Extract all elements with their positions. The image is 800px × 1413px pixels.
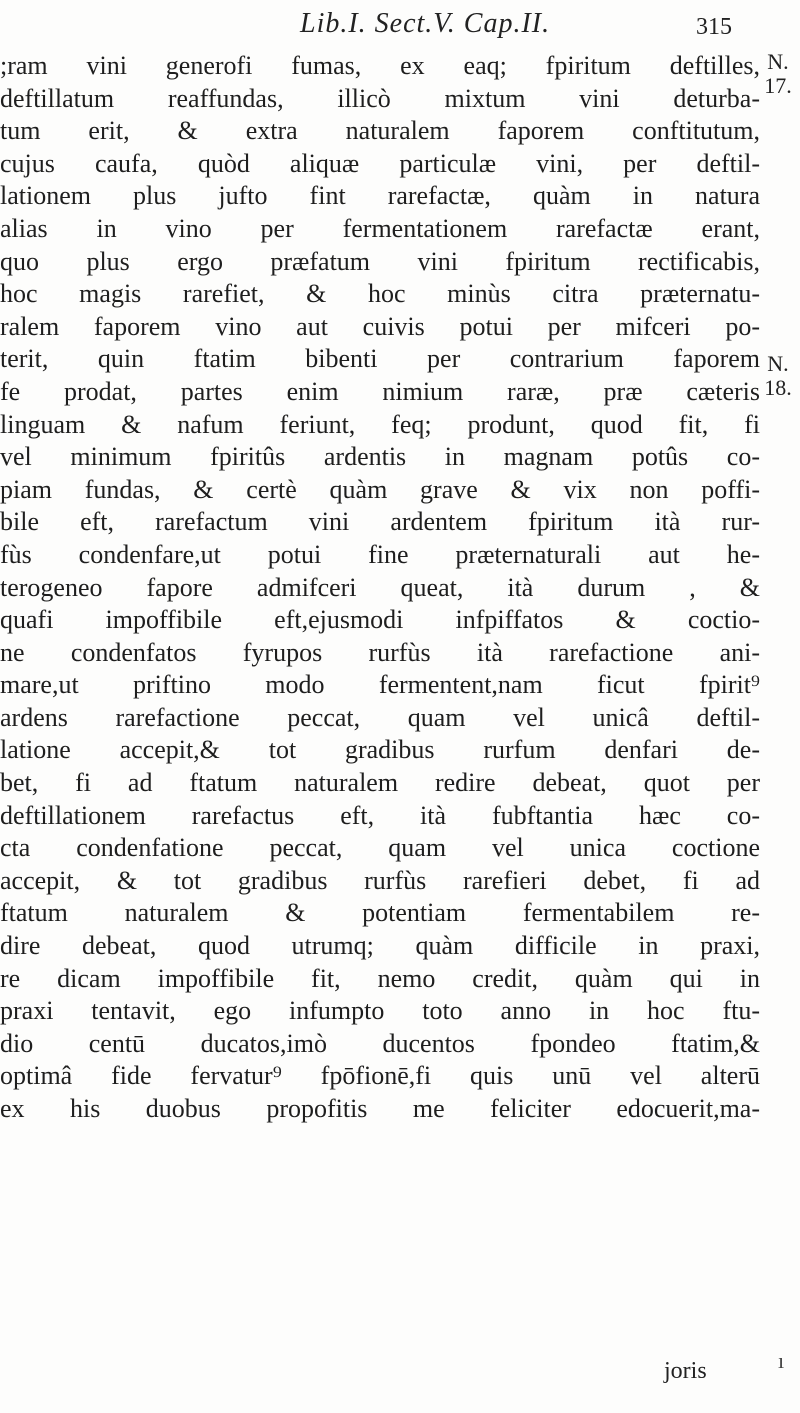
text-line: quafi impoffibile eft,ejusmodi infpiffatos & coctio- — [0, 605, 760, 635]
text-line: mare,ut priftino modo fermentent,nam ficut fpirit⁹ — [0, 670, 760, 700]
text-line: re dicam impoffibile fit, nemo credit, quàm qui in — [0, 963, 760, 993]
text-line: deftillationem rarefactus eft, ità fubftantia hæc co- — [0, 800, 760, 830]
text-line: linguam & nafum feriunt, feq; produnt, quod fit, fi — [0, 409, 760, 439]
margin-note-number: 17. — [764, 73, 792, 98]
margin-note-label: N. — [767, 49, 789, 74]
margin-note-label: N. — [767, 351, 789, 376]
text-line: terit, quin ftatim bibenti per contrarium faporem — [0, 344, 760, 374]
margin-note-18 — [760, 352, 796, 400]
text-line: hoc magis rarefiet, & hoc minùs citra præternatu- — [0, 279, 760, 309]
text-line: optimâ fide fervatur⁹ fpōfionē,fi quis unū vel alterū — [0, 1061, 760, 1091]
page-edge-mark: ı — [778, 1348, 785, 1373]
text-line: piam fundas, & certè quàm grave & vix non poffi- — [0, 474, 760, 504]
text-line: dio centū ducatos,imò ducentos fpondeo ftatim,& — [0, 1028, 760, 1058]
body-text — [0, 50, 760, 1126]
text-line: ex his duobus propofitis me feliciter edocuerit,ma- — [0, 1094, 760, 1123]
text-line: deftillatum reaffundas, illicò mixtum vini deturba- — [0, 83, 760, 113]
margin-note-17 — [760, 50, 796, 98]
text-line: alias in vino per fermentationem rarefactæ erant, — [0, 213, 760, 243]
text-line: vel minimum fpiritûs ardentis in magnam potûs co- — [0, 442, 760, 472]
margin-note-number: 18. — [764, 375, 792, 400]
text-line: ;ram vini generofi fumas, ex eaq; fpiritum deftilles, — [0, 51, 760, 80]
text-line: cta condenfatione peccat, quam vel unica coctione — [0, 833, 760, 863]
text-line: latione accepit,& tot gradibus rurfum denfari de- — [0, 735, 760, 765]
text-line: ftatum naturalem & potentiam fermentabilem re- — [0, 898, 760, 928]
text-line: lationem plus jufto fint rarefactæ, quàm in natura — [0, 181, 760, 211]
text-line: bet, fi ad ftatum naturalem redire debeat, quot per — [0, 768, 760, 798]
text-line: dire debeat, quod utrumq; quàm difficile in praxi, — [0, 931, 760, 961]
text-line: praxi tentavit, ego infumpto toto anno in hoc ftu- — [0, 996, 760, 1026]
text-line: fe prodat, partes enim nimium raræ, præ cæteris — [0, 376, 760, 406]
text-line: quo plus ergo præfatum vini fpiritum rectificabis, — [0, 246, 760, 276]
text-line: ralem faporem vino aut cuivis potui per mifceri po- — [0, 311, 760, 341]
text-line: accepit, & tot gradibus rurfùs rarefieri debet, fi ad — [0, 865, 760, 895]
page-number: 315 — [696, 14, 732, 40]
text-line: ardens rarefactione peccat, quam vel unicâ deftil- — [0, 702, 760, 732]
text-line: terogeneo fapore admifceri queat, ità durum , & — [0, 572, 760, 602]
text-line: bile eft, rarefactum vini ardentem fpiritum ità rur- — [0, 507, 760, 537]
catchword: joris — [664, 1358, 707, 1384]
text-line: cujus caufa, quòd aliquæ particulæ vini, per deftil- — [0, 148, 760, 178]
text-line: ne condenfatos fyrupos rurfùs ità rarefactione ani- — [0, 637, 760, 667]
text-line: tum erit, & extra naturalem faporem conftitutum, — [0, 116, 760, 146]
running-head: Lib.I. Sect.V. Cap.II. — [300, 8, 551, 39]
text-line: fùs condenfare,ut potui fine præternaturali aut he- — [0, 539, 760, 569]
